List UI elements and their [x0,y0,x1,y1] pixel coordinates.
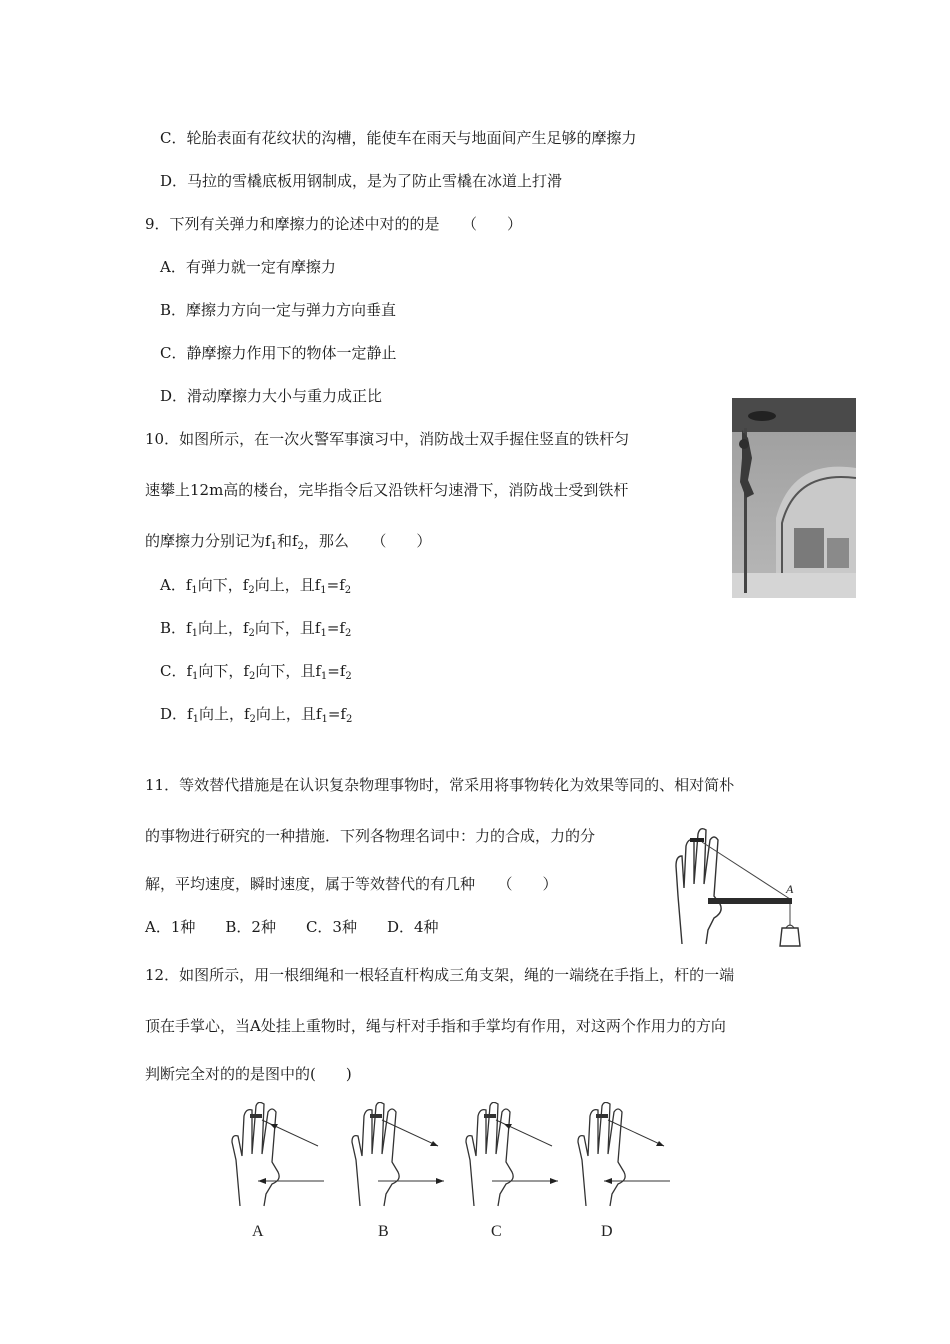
q8-option-d: D．马拉的雪橇底板用钢制成，是为了防止雪橇在冰道上打滑 [160,172,563,190]
q12-figure-a [228,1102,332,1210]
q12-figure-d [574,1102,678,1210]
q10-option-a: A．$f_1$向下，$f_2$向上，且$f_1=f_2$ [160,576,352,596]
q12-stem-line3: 判断完全对的的是图中的( ) [145,1065,352,1083]
point-a-label: A [786,882,794,896]
q12-stem-line1: 12．如图所示，用一根细绳和一根轻直杆构成三角支架，绳的一端绕在手指上，杆的一端 [145,966,735,984]
q10-option-b: B．$f_1$向上，$f_2$向下，且$f_1=f_2$ [160,619,352,639]
q12-label-a: A [252,1223,264,1240]
q11-options: A．1种 B．2种 C．3种 D．4种 [145,918,439,936]
q9-stem: 9．下列有关弹力和摩擦力的论述中对的的是 （ ） [145,215,523,233]
q12-stem-line2: 顶在手掌心，当A处挂上重物时，绳与杆对手指和手掌均有作用，对这两个作用力的方向 [145,1017,726,1035]
q10-option-c: C．$f_1$向下，$f_2$向下，且$f_1=f_2$ [160,662,352,682]
q10-stem-line1: 10．如图所示，在一次火警军事演习中，消防战士双手握住竖直的铁杆匀 [145,430,630,448]
q9-option-d: D．滑动摩擦力大小与重力成正比 [160,387,383,405]
q12-label-b: B [378,1223,389,1240]
firefighter-photo [732,398,856,598]
hand-rod-figure [668,826,818,952]
q9-option-b: B．摩擦力方向一定与弹力方向垂直 [160,301,397,319]
q9-option-a: A．有弹力就一定有摩擦力 [160,258,336,276]
q10-stem-line3: 的摩擦力分别记为$f_1$和$f_2$，那么 （ ） [145,532,432,552]
q11-stem-line1: 11．等效替代措施是在认识复杂物理事物时，常采用将事物转化为效果等同的、相对简朴 [145,776,735,794]
q12-figure-b [348,1102,452,1210]
q12-label-c: C [491,1223,502,1240]
q12-label-d: D [601,1223,613,1240]
q12-figure-c [462,1102,566,1210]
q8-option-c: C．轮胎表面有花纹状的沟槽，能使车在雨天与地面间产生足够的摩擦力 [160,129,637,147]
q11-stem-line3: 解，平均速度，瞬时速度，属于等效替代的有几种 （ ） [145,875,558,893]
q11-stem-line2: 的事物进行研究的一种措施．下列各物理名词中：力的合成，力的分 [145,827,596,845]
q10-option-d: D．$f_1$向上，$f_2$向上，且$f_1=f_2$ [160,705,353,725]
q10-stem-line2: 速攀上12m高的楼台，完毕指令后又沿铁杆匀速滑下，消防战士受到铁杆 [145,481,629,499]
q9-option-c: C．静摩擦力作用下的物体一定静止 [160,344,397,362]
